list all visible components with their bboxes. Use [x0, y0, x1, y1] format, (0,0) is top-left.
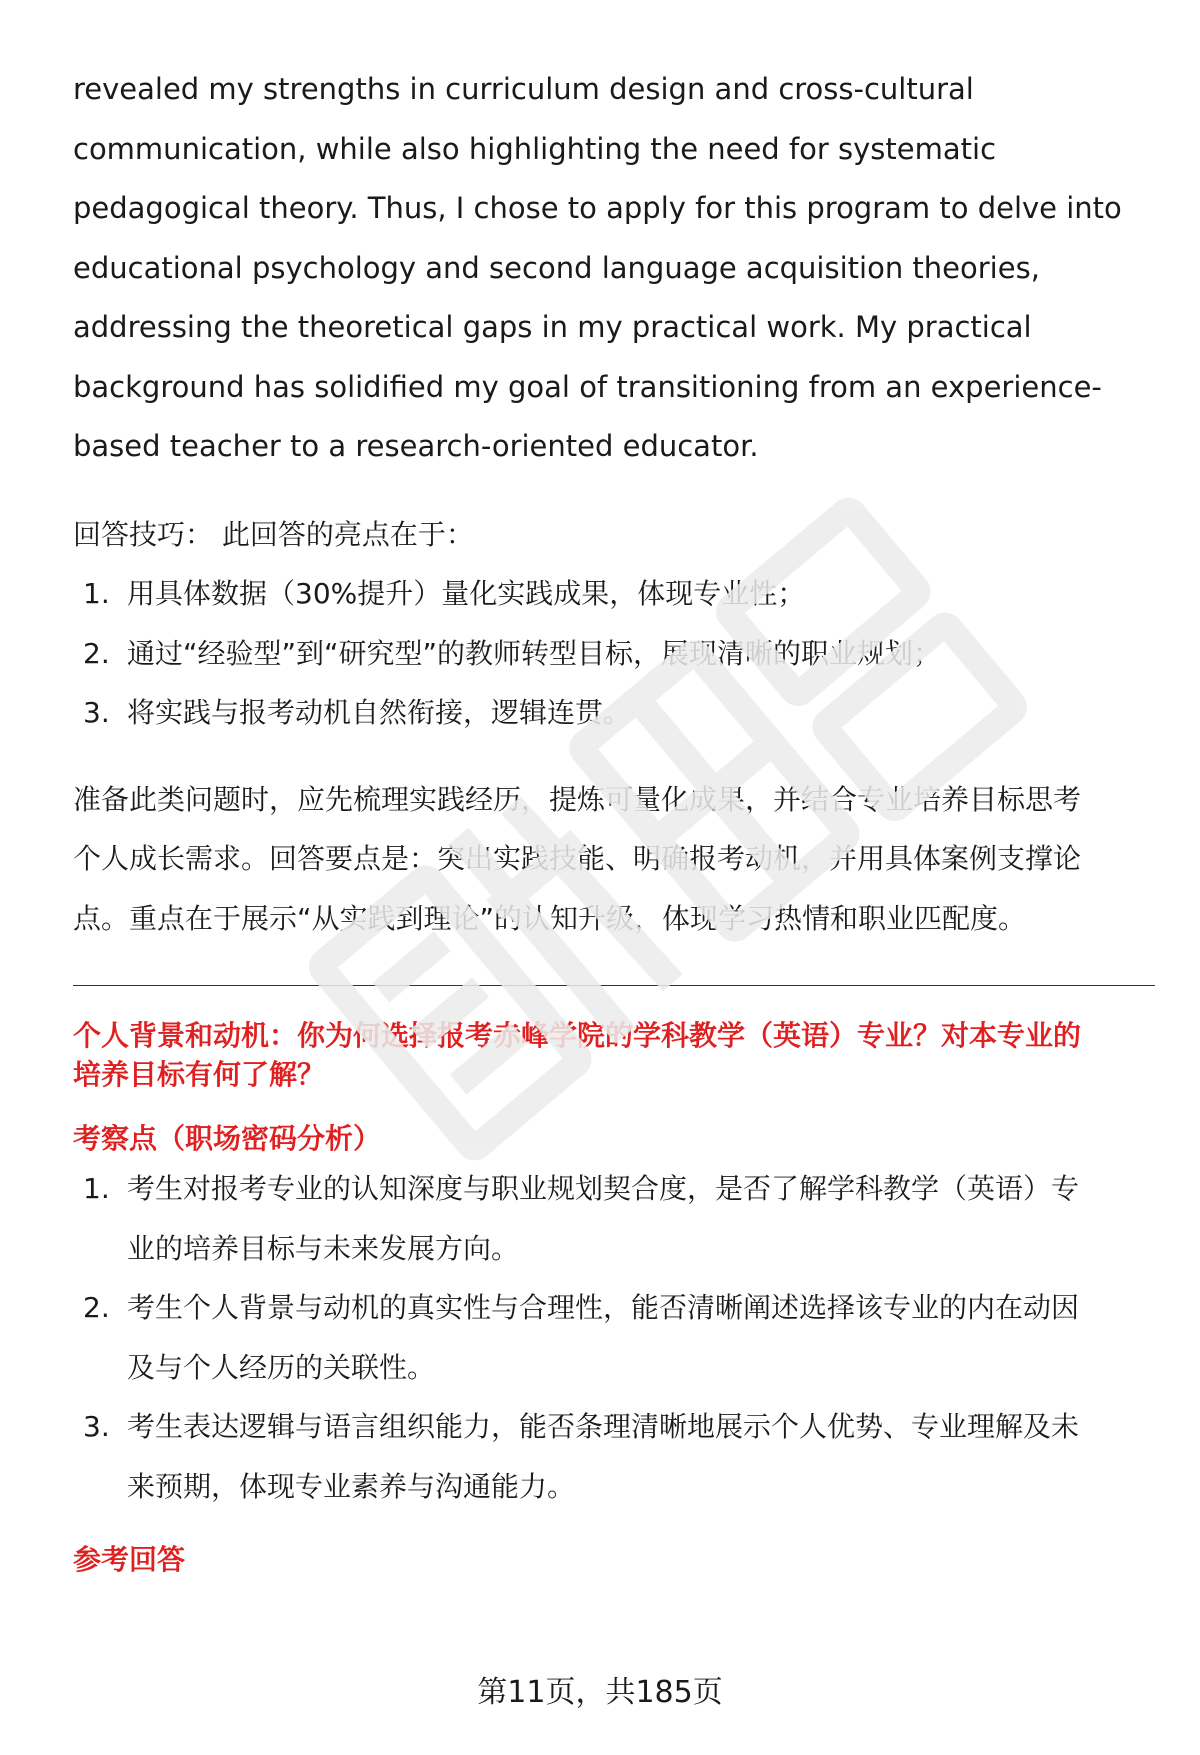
- list-text: 通过“经验型”到“研究型”的教师转型目标，展现清晰的职业规划；: [127, 636, 942, 670]
- list-text: 及与个人经历的关联性。: [127, 1350, 436, 1384]
- question-title: [73, 1016, 1159, 1094]
- summary-line: 准备此类问题时，应先梳理实践经历，提炼可量化成果，并结合专业培养目标思考: [73, 782, 1082, 816]
- list-text: 考生表达逻辑与语言组织能力，能否条理清晰地展示个人优势、专业理解及未: [127, 1410, 1080, 1443]
- list-item: [73, 1159, 1159, 1278]
- list-text: 将实践与报考动机自然衔接，逻辑连贯。: [127, 696, 632, 729]
- list-text: 用具体数据（30%提升）量化实践成果，体现专业性；: [127, 577, 806, 610]
- question-line: 培养目标有何了解？: [73, 1058, 326, 1091]
- list-number: 3.: [83, 696, 110, 729]
- list-text: 考生对报考专业的认知深度与职业规划契合度，是否了解学科教学（英语）专: [127, 1172, 1080, 1205]
- intro-line: based teacher to a research-oriented educator.: [73, 429, 759, 463]
- intro-paragraph: [73, 60, 1159, 477]
- list-item: [73, 564, 1159, 624]
- summary-line: 个人成长需求。回答要点是：突出实践技能、明确报考动机，并用具体案例支撑论: [73, 842, 1082, 875]
- list-number: 2.: [83, 636, 110, 670]
- list-item: [73, 683, 1159, 743]
- summary-line: 点。重点在于展示“从实践到理论”的认知升级，体现学习热情和职业匹配度。: [73, 901, 1027, 935]
- list-item: [73, 1278, 1159, 1397]
- tips-list: [73, 564, 1159, 743]
- reference-heading: 参考回答: [73, 1543, 186, 1576]
- list-item: [73, 624, 1159, 684]
- section-divider: [73, 985, 1155, 986]
- summary-paragraph: [73, 770, 1159, 949]
- list-text: 考生个人背景与动机的真实性与合理性，能否清晰阐述选择该专业的内在动因: [127, 1291, 1080, 1324]
- analysis-list: [73, 1159, 1159, 1516]
- analysis-heading: 考察点（职场密码分析）: [73, 1122, 382, 1155]
- intro-line: background has solidified my goal of transitioning from an experience-: [73, 369, 1102, 404]
- intro-line: pedagogical theory. Thus, I chose to apply for this program to delve into: [73, 191, 1122, 225]
- document-page: [73, 60, 1159, 1580]
- intro-line: revealed my strengths in curriculum design and cross-cultural: [73, 72, 974, 106]
- intro-line: addressing the theoretical gaps in my practical work. My practical: [73, 310, 1032, 344]
- list-number: 1.: [83, 577, 110, 610]
- page-footer: 第11页，共185页: [477, 1675, 723, 1710]
- list-number: 3.: [83, 1410, 110, 1443]
- list-text: 业的培养目标与未来发展方向。: [127, 1231, 520, 1265]
- question-line: 个人背景和动机：你为何选择报考赤峰学院的学科教学（英语）专业？对本专业的: [73, 1019, 1082, 1052]
- list-item: [73, 1397, 1159, 1516]
- tips-heading: 回答技巧： 此回答的亮点在于：: [73, 517, 474, 551]
- list-number: 1.: [83, 1172, 110, 1205]
- intro-line: educational psychology and second language acquisition theories,: [73, 250, 1040, 285]
- list-number: 2.: [83, 1291, 110, 1324]
- list-text: 来预期，体现专业素养与沟通能力。: [127, 1469, 576, 1503]
- intro-line: communication, while also highlighting the need for systematic: [73, 131, 997, 166]
